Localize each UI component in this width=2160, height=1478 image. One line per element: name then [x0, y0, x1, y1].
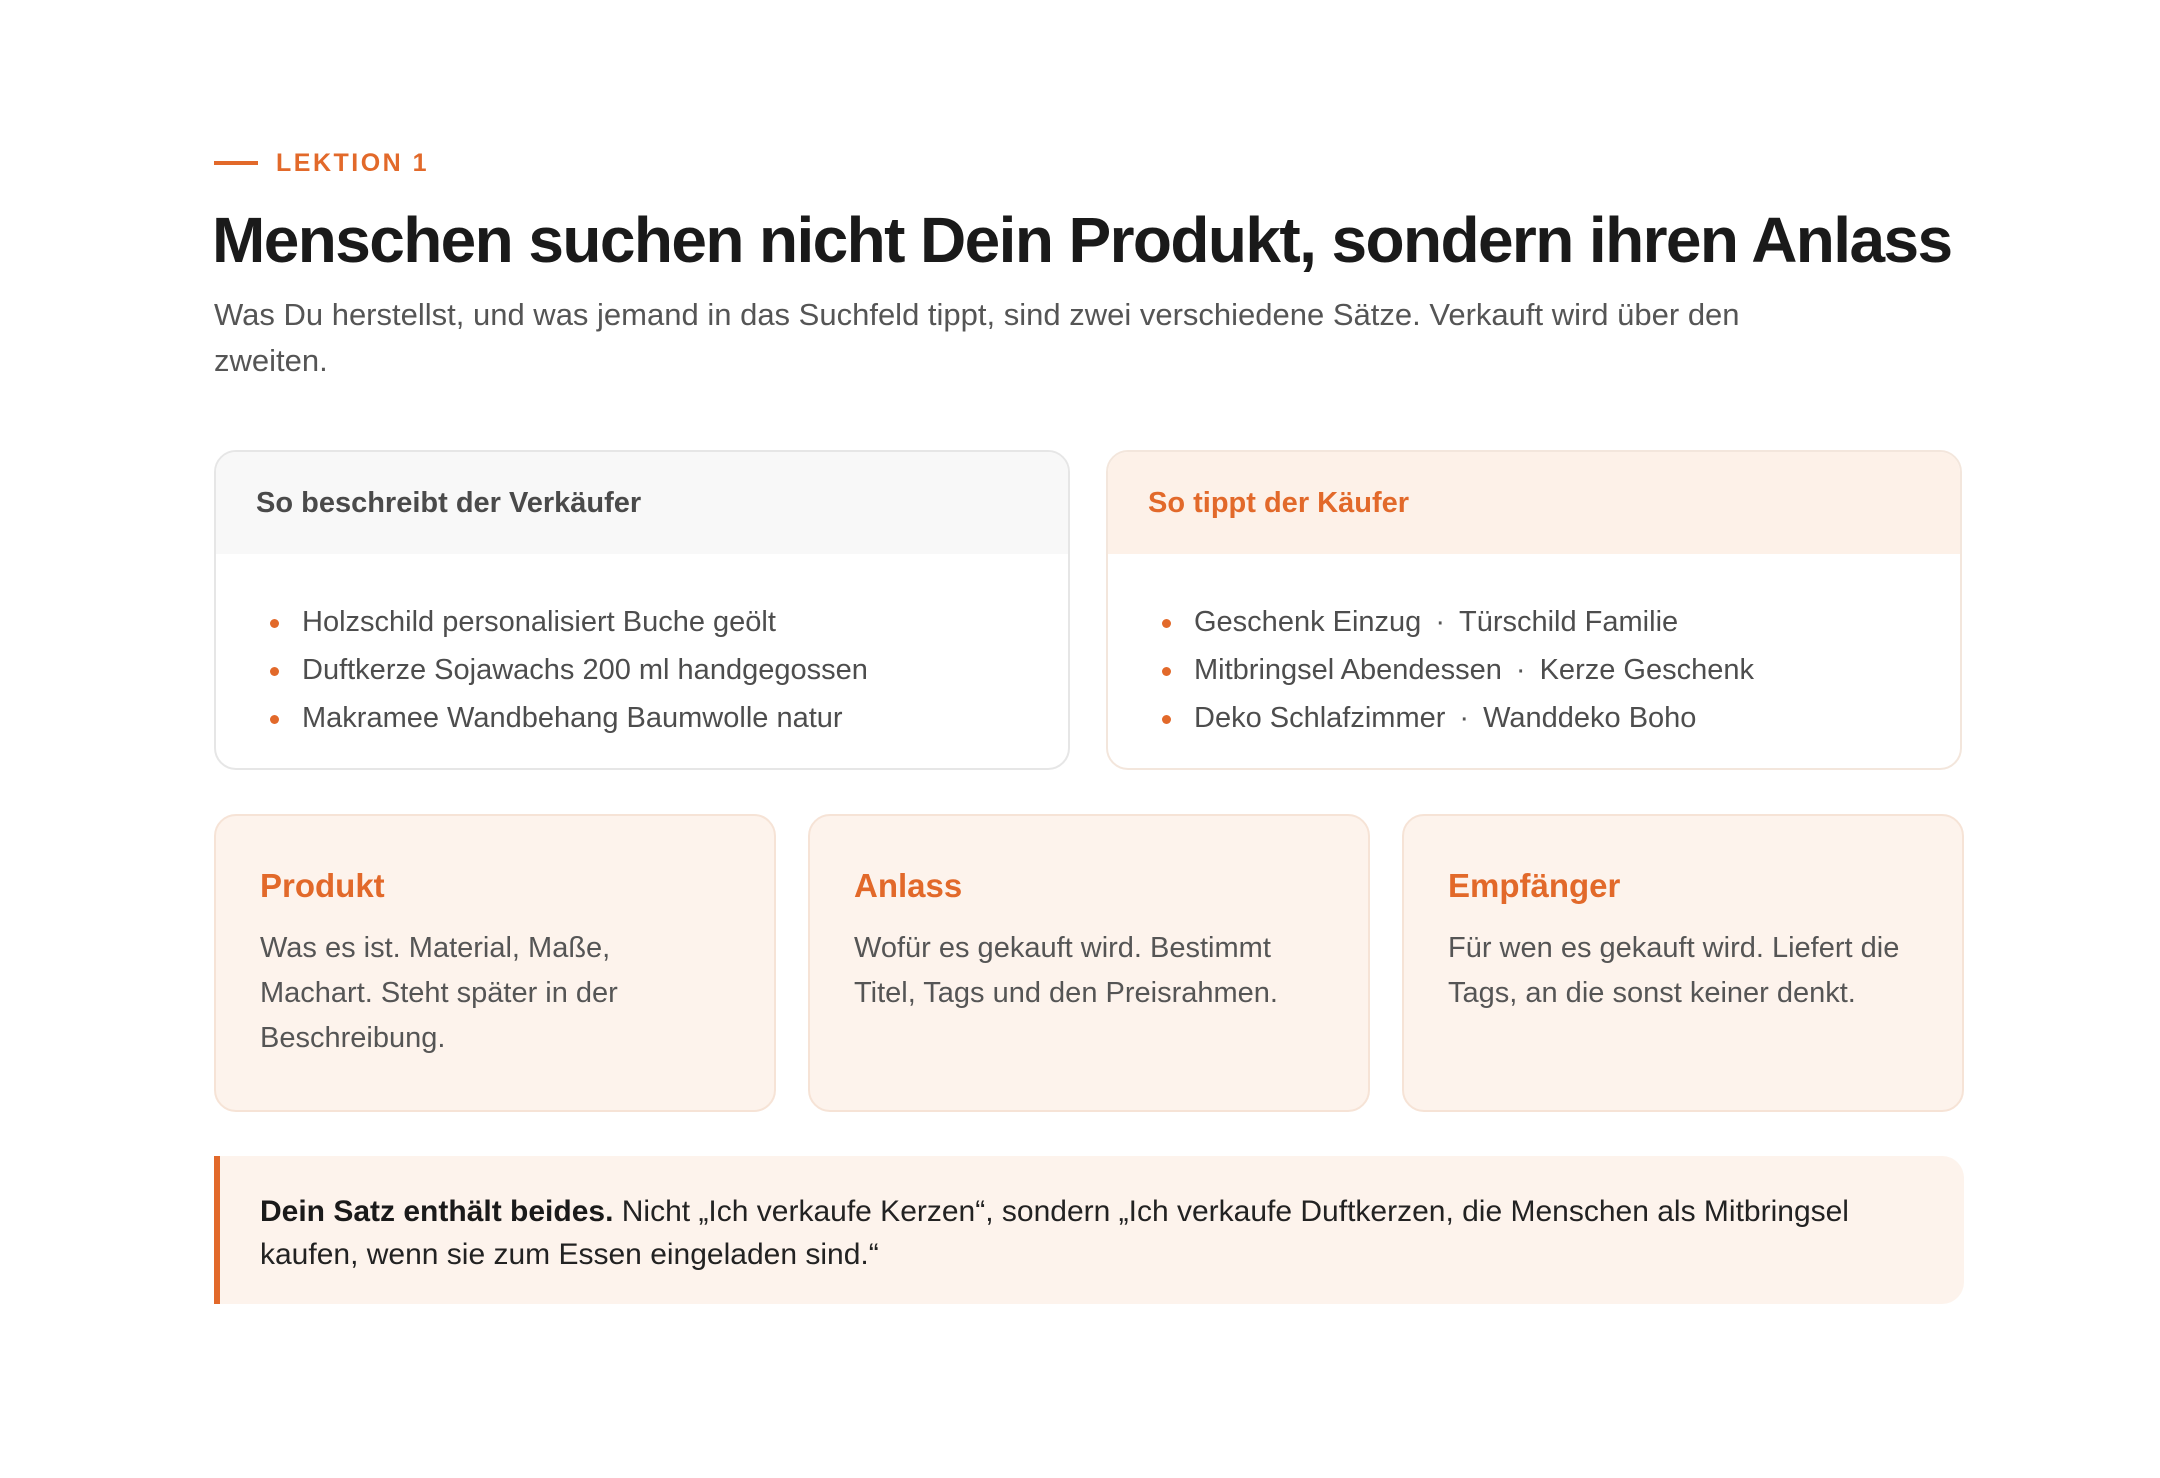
seller-panel: [214, 450, 1070, 770]
page-subtitle: Was Du herstellst, und was jemand in das Suchfeld tippt, sind zwei verschiedene Sätze. Verkauft wird über den zweiten.: [214, 297, 1740, 378]
card-title: Empfänger: [1448, 867, 1621, 904]
buyer-search-term: Mitbringsel Abendessen: [1194, 654, 1502, 686]
concept-card-empfaenger: [1402, 814, 1964, 1112]
buyer-search-term: Wanddeko Boho: [1483, 702, 1697, 734]
page-title: Menschen suchen nicht Dein Produkt, sondern ihren Anlass: [212, 204, 1952, 276]
eyebrow-label: LEKTION 1: [276, 149, 430, 177]
key-takeaway-callout: [214, 1156, 1964, 1304]
buyer-panel-heading: So tippt der Käufer: [1108, 452, 1960, 554]
buyer-search-term: Deko Schlafzimmer: [1194, 702, 1446, 734]
card-title: Anlass: [854, 867, 963, 904]
seller-list-item: Holzschild personalisiert Buche geölt: [256, 598, 1068, 646]
concept-card-produkt: [214, 814, 776, 1112]
seller-list-item: Makramee Wandbehang Baumwolle natur: [256, 694, 1068, 742]
separator-dot: ·: [1435, 606, 1445, 638]
separator-dot: ·: [1459, 702, 1470, 734]
eyebrow-line: [214, 161, 258, 165]
concept-cards: [214, 814, 1964, 1112]
buyer-search-term: Kerze Geschenk: [1539, 654, 1754, 686]
separator-dot: ·: [1515, 654, 1526, 686]
concept-card-anlass: [808, 814, 1370, 1112]
seller-list-item: Duftkerze Sojawachs 200 ml handgegossen: [256, 646, 1068, 694]
card-body: Wofür es gekauft wird. Bestimmt Titel, Tags und den Preisrahmen.: [854, 932, 1278, 1009]
card-body: Für wen es gekauft wird. Liefert die Tags, an die sonst keiner denkt.: [1448, 932, 1900, 1009]
buyer-list-item: [1148, 646, 1960, 694]
buyer-search-term: Geschenk Einzug: [1194, 606, 1422, 638]
buyer-list: [1108, 554, 1960, 742]
buyer-list-item: [1148, 694, 1960, 742]
seller-list: [216, 554, 1068, 742]
lesson-eyebrow: [214, 148, 429, 178]
buyer-search-term: Türschild Familie: [1458, 606, 1679, 638]
buyer-list-item: [1148, 598, 1960, 646]
seller-panel-heading: So beschreibt der Verkäufer: [216, 452, 1068, 554]
card-title: Produkt: [260, 867, 385, 904]
callout-text: Nicht „Ich verkaufe Kerzen“, sondern „Ich verkaufe Duftkerzen, die Menschen als Mitbringsel kaufen, wenn sie zum Essen eingeladen sind.“: [260, 1195, 1849, 1271]
callout-lead: Dein Satz enthält beides.: [260, 1195, 614, 1228]
card-body: Was es ist. Material, Maße, Machart. Steht später in der Beschreibung.: [260, 932, 618, 1054]
buyer-panel: [1106, 450, 1962, 770]
